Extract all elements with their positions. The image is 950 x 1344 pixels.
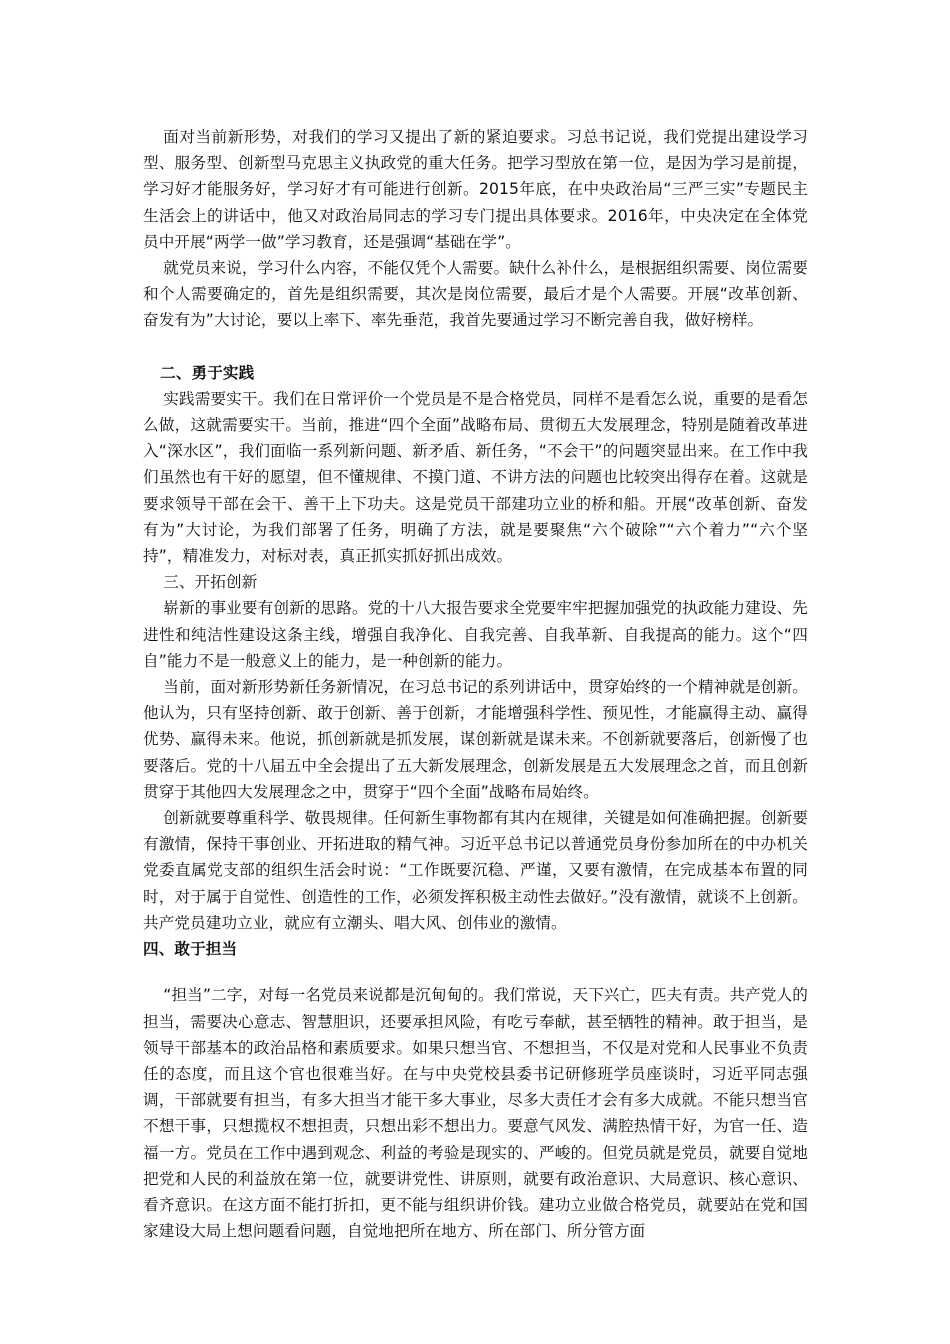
paragraph-innovation-thinking: 崭新的事业要有创新的思路。党的十八大报告要求全党要牢牢把握加强党的执政能力建设、先进性和纯洁性建设这条主线，增强自我净化、自我完善、自我革新、自我提高的能力。这个“四自”能力不是一般意义上的能力，是一种创新的能力。 — [143, 599, 808, 670]
section-heading-innovation: 三、开拓创新 — [163, 573, 258, 592]
section-heading-practice: 二、勇于实践 — [160, 363, 255, 382]
spacer — [143, 334, 808, 360]
paragraph-party-member-learning: 就党员来说，学习什么内容，不能仅凭个人需要。缺什么补什么，是根据组织需要、岗位需要和个人需要确定的，首先是组织需要，其次是岗位需要，最后才是个人需要。开展“改革创新、奋发有为”大讨论，要以上率下、率先垂范，我首先要通过学习不断完善自我，做好榜样。 — [143, 259, 808, 330]
paragraph-practice: 实践需要实干。我们在日常评价一个党员是不是合格党员，同样不是看怎么说，重要的是看怎么做，这就需要实干。当前，推进“四个全面”战略布局、贯彻五大发展理念，特别是随着改革进入“深水区”，我们面临一系列新问题、新矛盾、新任务，“不会干”的问题突显出来。在工作中我们虽然也有干好的愿望，但不懂规律、不摸门道、不讲方法的问题也比较突出得存在着。这就是要求领导干部在会干、善干上下功夫。这是党员干部建功立业的桥和船。开展“改革创新、奋发有为”大讨论，为我们部署了任务，明确了方法，就是要聚焦“六个破除”“六个着力”“六个坚持”，精准发力，对标对表，真正抓实抓好抓出成效。 — [143, 389, 808, 566]
document-page — [143, 124, 808, 1244]
spacer — [143, 962, 808, 982]
section-heading-responsibility: 四、敢于担当 — [143, 940, 238, 959]
paragraph-responsibility: “担当”二字，对每一名党员来说都是沉甸甸的。我们常说，天下兴亡，匹夫有责。共产党人的担当，需要决心意志、智慧胆识，还要承担风险，有吃亏奉献，甚至牺牲的精神。敢于担当，是领导干部基本的政治品格和素质要求。如果只想当官、不想担当，不仅是对党和人民事业不负责任的态度，而且这个官也很难当好。在与中央党校县委书记研修班学员座谈时，习近平同志强调，干部就要有担当，有多大担当才能干多大事业，尽多大责任才会有多大成就。不能只想当官不想干事，只想揽权不想担责，只想出彩不想出力。要意气风发、满腔热情干好，为官一任、造福一方。党员在工作中遇到观念、利益的考验是现实的、严峻的。但党员就是党员，就要自觉地把党和人民的利益放在第一位，就要讲党性、讲原则，就要有政治意识、大局意识、核心意识、看齐意识。在这方面不能打折扣，更不能与组织讲价钱。建功立业做合格党员，就要站在党和国家建设大局上想问题看问题，自觉地把所在地方、所在部门、所分管方面 — [143, 986, 808, 1241]
paragraph-innovation-spirit: 当前，面对新形势新任务新情况，在习总书记的系列讲话中，贯穿始终的一个精神就是创新。他认为，只有坚持创新、敢于创新、善于创新，才能增强科学性、预见性，才能赢得主动、赢得优势、赢得未来。他说，抓创新就是抓发展，谋创新就是谋未来。不创新就要落后，创新慢了也要落后。党的十八届五中全会提出了五大新发展理念，创新发展是五大发展理念之首，而且创新贯穿于其他四大发展理念之中，贯穿于“四个全面”战略布局始终。 — [143, 678, 808, 801]
paragraph-learning-urgency: 面对当前新形势，对我们的学习又提出了新的紧迫要求。习总书记说，我们党提出建设学习型、服务型、创新型马克思主义执政党的重大任务。把学习型放在第一位，是因为学习是前提，学习好才能服务好，学习好才有可能进行创新。2015年底，在中央政治局“三严三实”专题民主生活会上的讲话中，他又对政治局同志的学习专门提出具体要求。2016年，中央决定在全体党员中开展“两学一做”学习教育，还是强调“基础在学”。 — [143, 128, 808, 251]
paragraph-innovation-passion: 创新就要尊重科学、敬畏规律。任何新生事物都有其内在规律，关键是如何准确把握。创新要有激情，保持干事创业、开拓进取的精气神。习近平总书记以普通党员身份参加所在的中办机关党委直属党支部的组织生活会时说：“工作既要沉稳、严谨，又要有激情，在完成基本布置的同时，对于属于自觉性、创造性的工作，必须发挥积极主动性去做好。”没有激情，就谈不上创新。共产党员建功立业，就应有立潮头、唱大风、创伟业的激情。 — [143, 809, 808, 932]
